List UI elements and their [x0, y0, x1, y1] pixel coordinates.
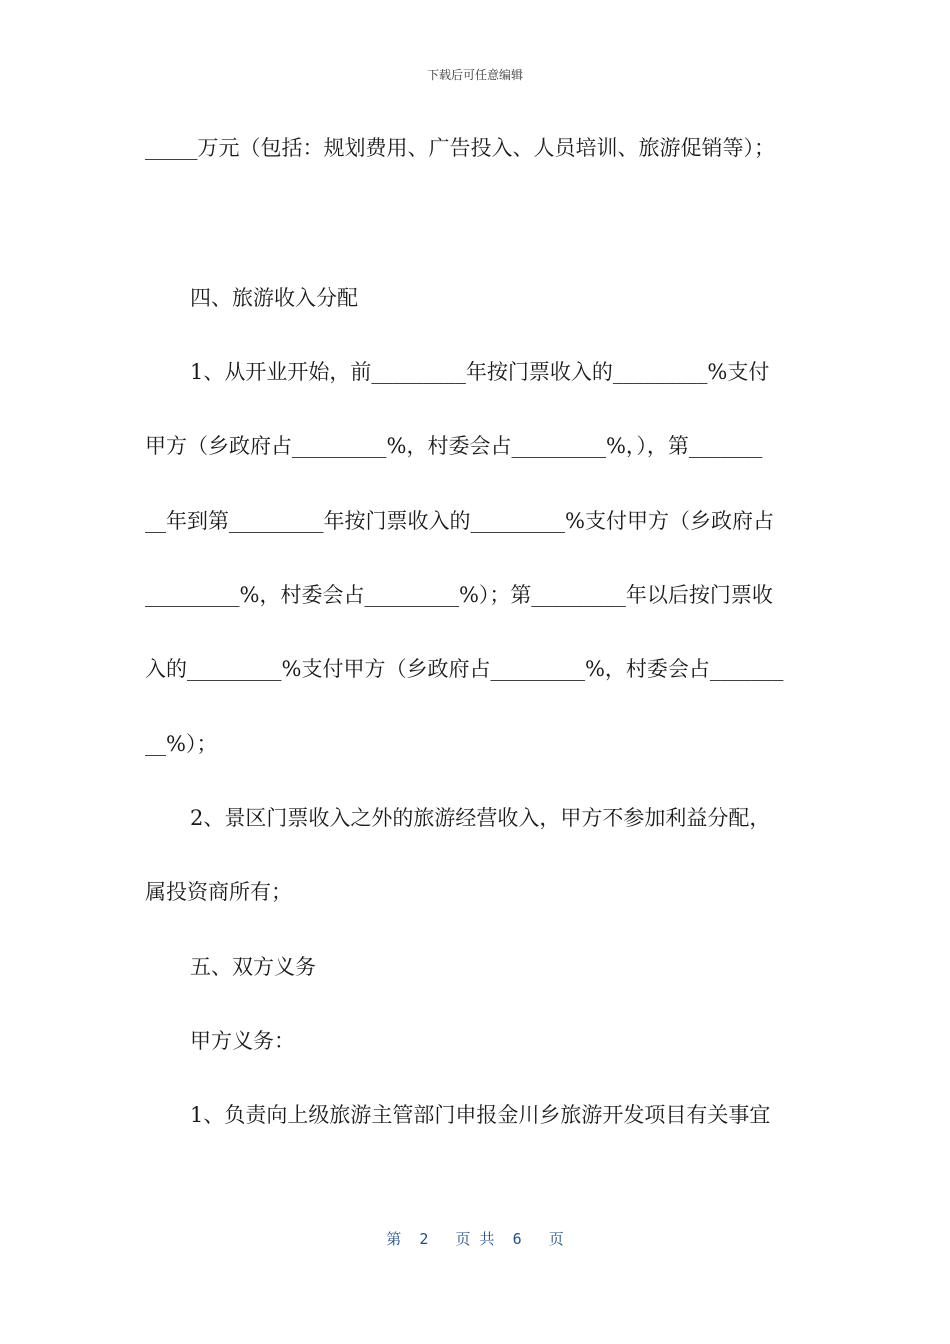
body-line-5: __年到第_________年按门票收入的_________%支付甲方（乡政府占 — [145, 509, 774, 533]
body-line-3: 1、从开业开始，前_________年按门票收入的_________%支付 — [190, 360, 770, 384]
body-line-10: 属投资商所有； — [145, 880, 292, 904]
body-line-6: _________%，村委会占_________%）；第_________年以后按门票收 — [145, 583, 773, 607]
subheading-party-a: 甲方义务： — [190, 1029, 295, 1053]
page-footer: 第 2 页 共 6 页 — [386, 1230, 564, 1248]
body-line-13: 1、负责向上级旅游主管部门申报金川乡旅游开发项目有关事宜 — [190, 1103, 771, 1127]
section-heading-obligations: 五、双方义务 — [190, 955, 316, 979]
body-line-1: _____万元（包括：规划费用、广告投入、人员培训、旅游促销等）； — [145, 136, 775, 160]
body-line-4: 甲方（乡政府占_________%，村委会占_________%，），第_______ — [145, 434, 763, 458]
section-heading-revenue: 四、旅游收入分配 — [190, 286, 358, 310]
body-line-8: __%）； — [145, 732, 218, 756]
page-header: 下载后可任意编辑 — [426, 68, 523, 82]
body-line-7: 入的_________%支付甲方（乡政府占_________%，村委会占_______ — [145, 657, 784, 681]
body-line-9: 2、景区门票收入之外的旅游经营收入，甲方不参加利益分配， — [190, 806, 771, 830]
